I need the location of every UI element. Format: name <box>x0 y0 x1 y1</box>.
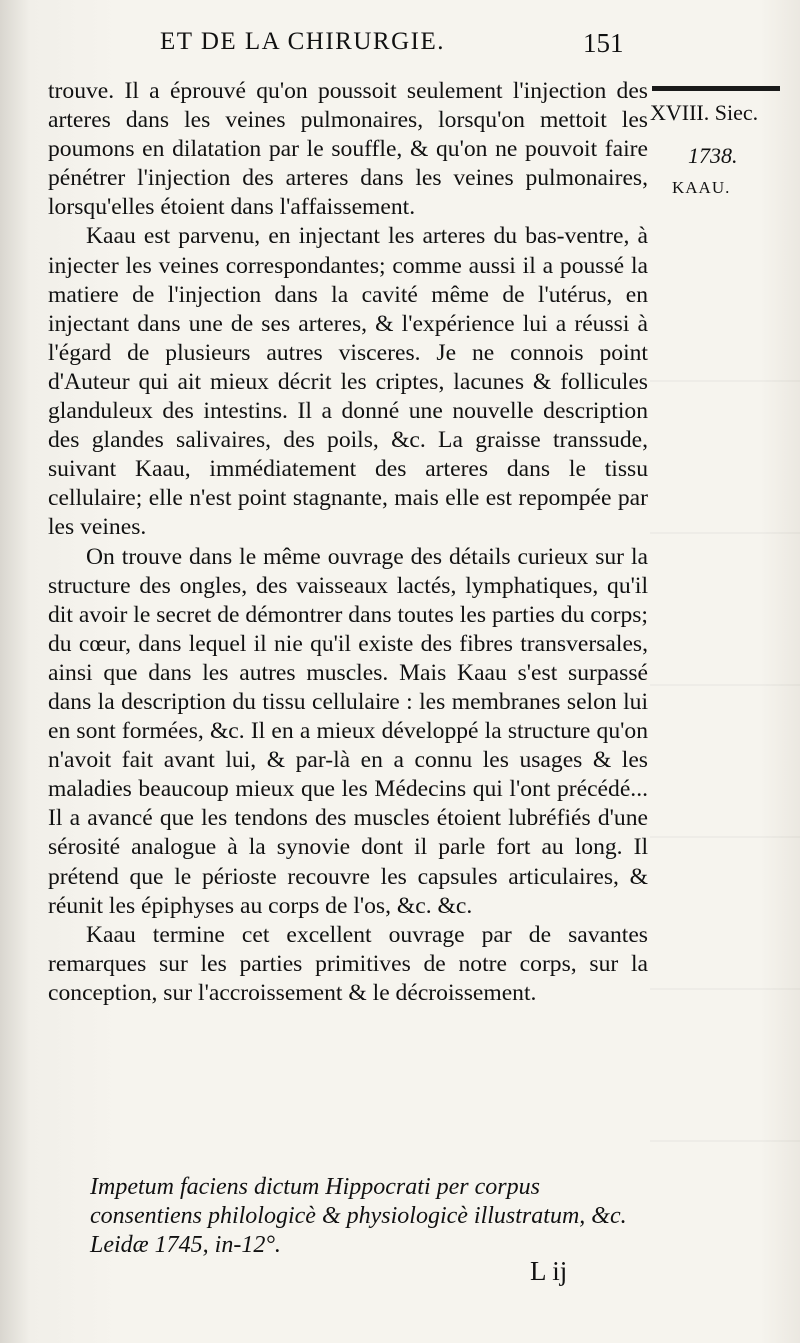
paragraph: Kaau est parvenu, en injectant les arteres du bas-ventre, à injecter les veines correspondantes; comme aussi il a poussé la matiere de l'injection dans la cavité même de l'utérus, en injectant dans une de ses arteres, & l'expérience lui a réussi à l'égard de plusieurs autres visceres. Je ne connois point d'Auteur qui ait mieux décrit les criptes, lacunes & follicules glanduleux des intestins. Il a donné une nouvelle description des glandes salivaires, des poils, &c. La graisse transsude, suivant Kaau, immédiatement des arteres dans le tissu cellulaire; elle n'est point stagnante, mais elle est repompée par les veines. <box>48 223 648 541</box>
margin-rule <box>652 86 780 91</box>
signature-mark: L ij <box>530 1256 568 1286</box>
paragraph: Kaau termine cet excellent ouvrage par de savantes remarques sur les parties primitives de notre corps, sur la conception, sur l'accroissement & le décroissement. <box>48 921 648 1006</box>
paragraph: trouve. Il a éprouvé qu'on poussoit seulement l'injection des arteres dans les veines pulmonaires, lorsqu'on mettoit les poumons en dilatation par le souffle, & qu'on ne pouvoit faire pénétrer l'injection des arteres dans les veines pulmonaires, lorsqu'elles étoient dans l'affaissement. <box>48 78 648 221</box>
main-text <box>48 77 648 1008</box>
page-number: 151 <box>583 28 624 58</box>
margin-note-century: XVIII. Siec. <box>650 100 759 125</box>
citation: Impetum faciens dictum Hippocrati per corpus consentiens philologicè & physiologicè illustratum, &c. Leidæ 1745, in-12°. <box>90 1174 627 1258</box>
running-head: ET DE LA CHIRURGIE. <box>160 28 445 55</box>
margin-note-year: 1738. <box>688 143 738 168</box>
bleed-through-shadow <box>650 230 800 1230</box>
paragraph: On trouve dans le même ouvrage des détails curieux sur la structure des ongles, des vaisseaux lactés, lymphatiques, qu'il dit avoir le secret de démontrer dans toutes les parties du corps; du cœur, dans lequel il nie qu'il existe des fibres transversales, ainsi que dans les autres muscles. Mais Kaau s'est surpassé dans la description du tissu cellulaire : les membranes selon lui en sont formées, &c. Il en a mieux développé la structure qu'on n'avoit fait avant lui, & par-là en a connu les usages & les maladies beaucoup mieux que les Médecins qui l'ont précédé... Il a avancé que les tendons des muscles étoient lubréfiés d'une sérosité analogue à la synovie dont il parle fort au long. Il prétend que le périoste recouvre les capsules articulaires, & réunit les épiphyses au corps de l'os, &c. &c. <box>48 543 648 919</box>
margin-note-author: KAAU. <box>672 178 731 197</box>
